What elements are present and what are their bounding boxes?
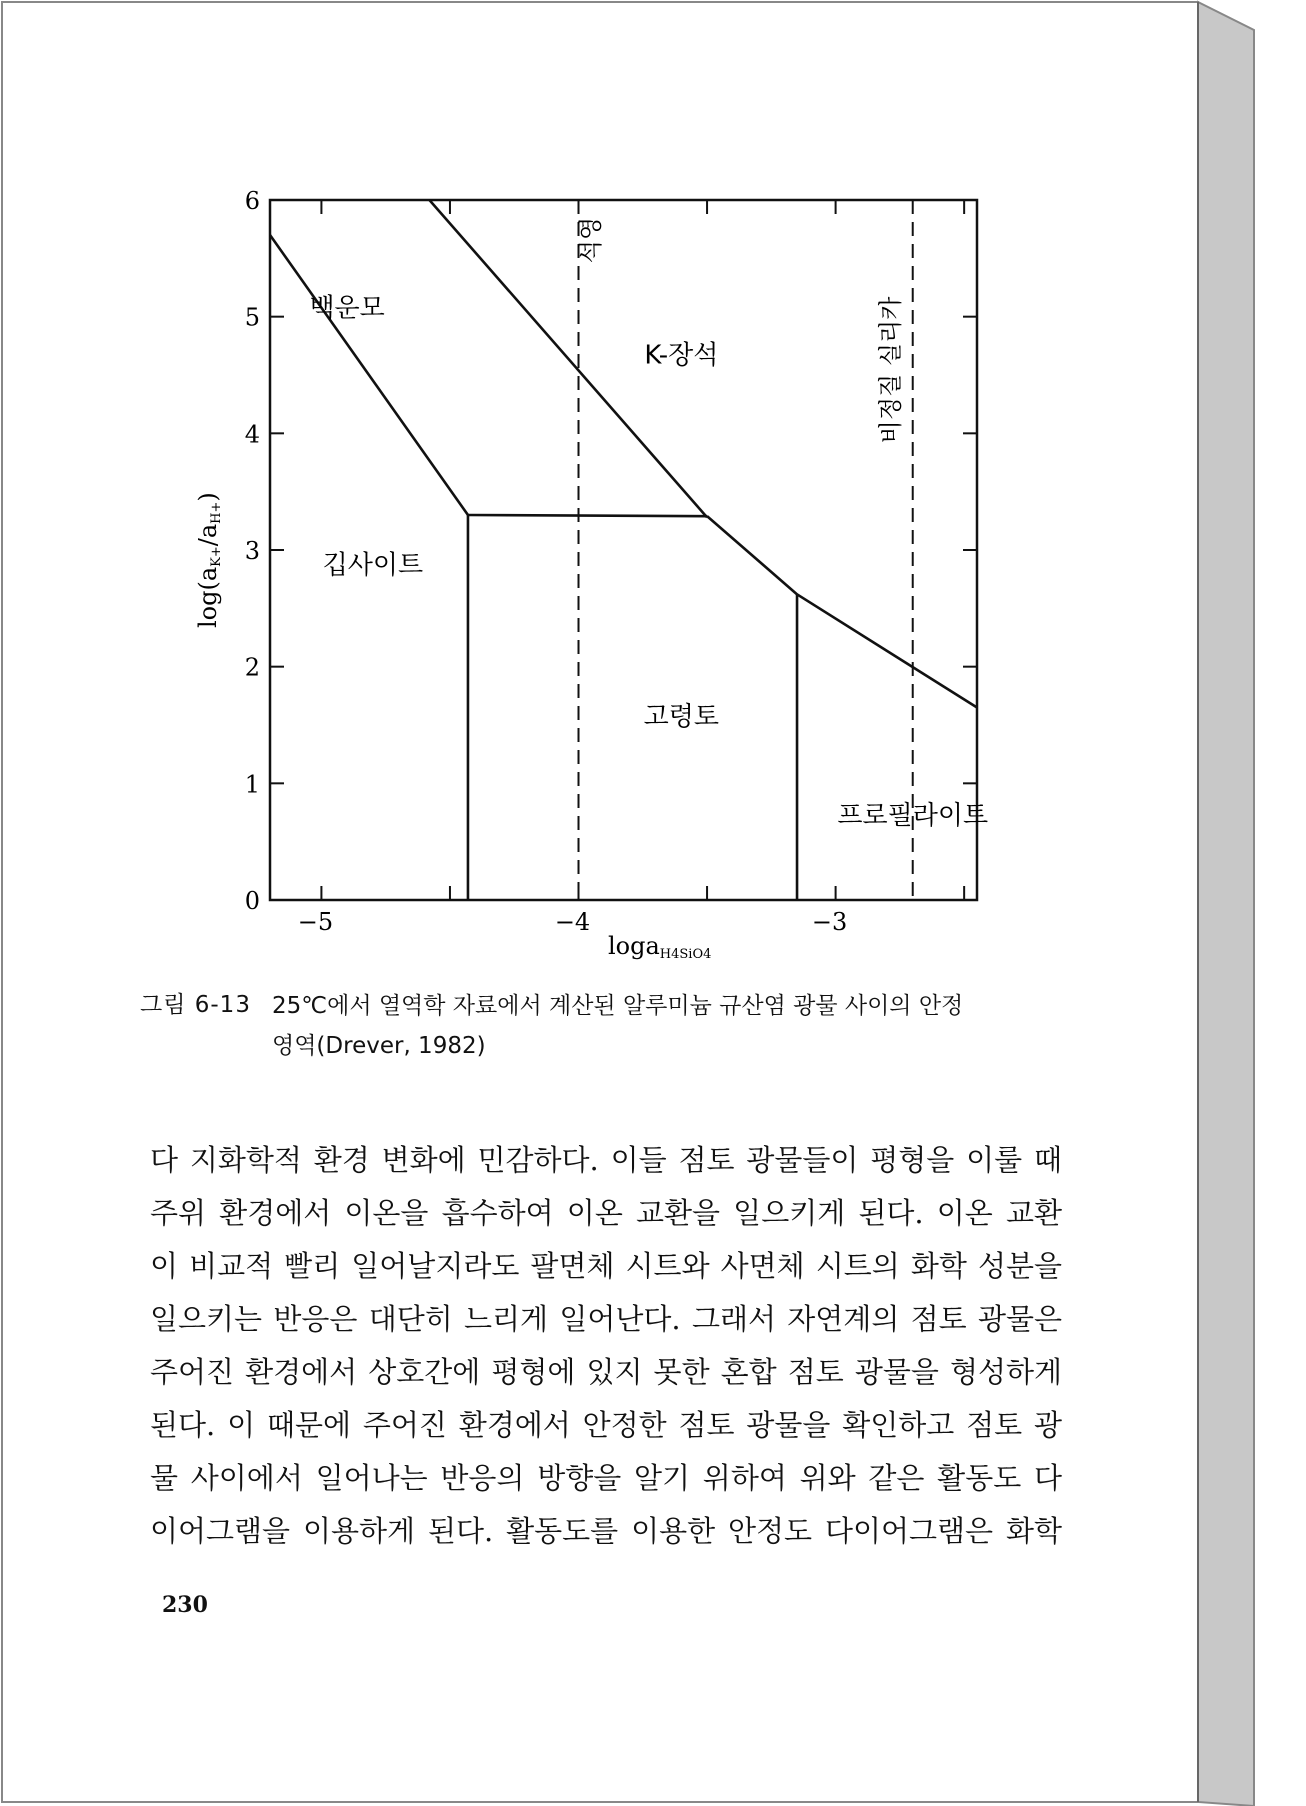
page-number: 230 bbox=[162, 1592, 208, 1618]
body-line-2: 주위 환경에서 이온을 흡수하여 이온 교환을 일으키게 된다. 이온 교환 bbox=[150, 1196, 1062, 1230]
body-line-3: 이 비교적 빨리 일어날지라도 팔면체 시트와 사면체 시트의 화학 성분을 bbox=[150, 1249, 1062, 1283]
y-tick-label: 1 bbox=[244, 770, 260, 799]
body-line-6: 된다. 이 때문에 주어진 환경에서 안정한 점토 광물을 확인하고 점토 광 bbox=[150, 1408, 1062, 1442]
x-axis-label: logaH4SiO4 bbox=[608, 932, 712, 962]
region-label: 깁사이트 bbox=[322, 550, 424, 581]
boundary-kaolinite-kspar bbox=[707, 516, 797, 594]
y-tick-label: 6 bbox=[244, 187, 260, 215]
figure-caption bbox=[272, 986, 1072, 1066]
y-tick-label: 3 bbox=[244, 537, 260, 565]
x-tick-label: −4 bbox=[554, 908, 591, 936]
x-tick-label: −5 bbox=[297, 908, 334, 936]
region-label: 프로필라이트 bbox=[837, 801, 989, 832]
region-label: 백운모 bbox=[309, 293, 385, 324]
x-tick-label: −3 bbox=[811, 908, 848, 936]
boundary-gibbsite-muscovite bbox=[270, 235, 468, 515]
boundary-kaolinite-top bbox=[468, 515, 707, 516]
body-line-1: 다 지화학적 환경 변화에 민감하다. 이들 점토 광물들이 평형을 이룰 때 bbox=[150, 1143, 1062, 1177]
body-line-8: 이어그램을 이용하게 된다. 활동도를 이용한 안정도 다이어그램은 화학 bbox=[150, 1514, 1062, 1548]
y-axis-label: log(aK+/aH+) bbox=[194, 492, 224, 628]
boundary-pyrophyllite-kspar bbox=[797, 594, 977, 707]
y-tick-label: 4 bbox=[244, 420, 260, 449]
body-line-4: 일으키는 반응은 대단히 느리게 일어난다. 그래서 자연계의 점토 광물은 bbox=[150, 1302, 1062, 1336]
figure-label: 그림 6-13 bbox=[140, 992, 251, 1018]
reference-line-label: 석영 bbox=[576, 216, 605, 264]
body-line-7: 물 사이에서 일어나는 반응의 방향을 알기 위하여 위와 같은 활동도 다 bbox=[150, 1461, 1062, 1495]
region-label: 고령토 bbox=[643, 702, 720, 732]
region-label: K-장석 bbox=[644, 340, 719, 371]
caption-line-1: 25℃에서 열역학 자료에서 계산된 알루미늄 규산염 광물 사이의 안정 bbox=[272, 993, 964, 1019]
caption-line-2: 영역(Drever, 1982) bbox=[272, 1033, 486, 1059]
body-paragraph bbox=[150, 1134, 1062, 1558]
body-line-5: 주어진 환경에서 상호간에 평형에 있지 못한 혼합 점토 광물을 형성하게 bbox=[150, 1355, 1062, 1389]
y-tick-label: 0 bbox=[244, 887, 260, 915]
reference-line-label: 비정질 실리카 bbox=[876, 296, 905, 444]
y-tick-label: 2 bbox=[244, 653, 260, 682]
y-tick-label: 5 bbox=[244, 303, 260, 332]
